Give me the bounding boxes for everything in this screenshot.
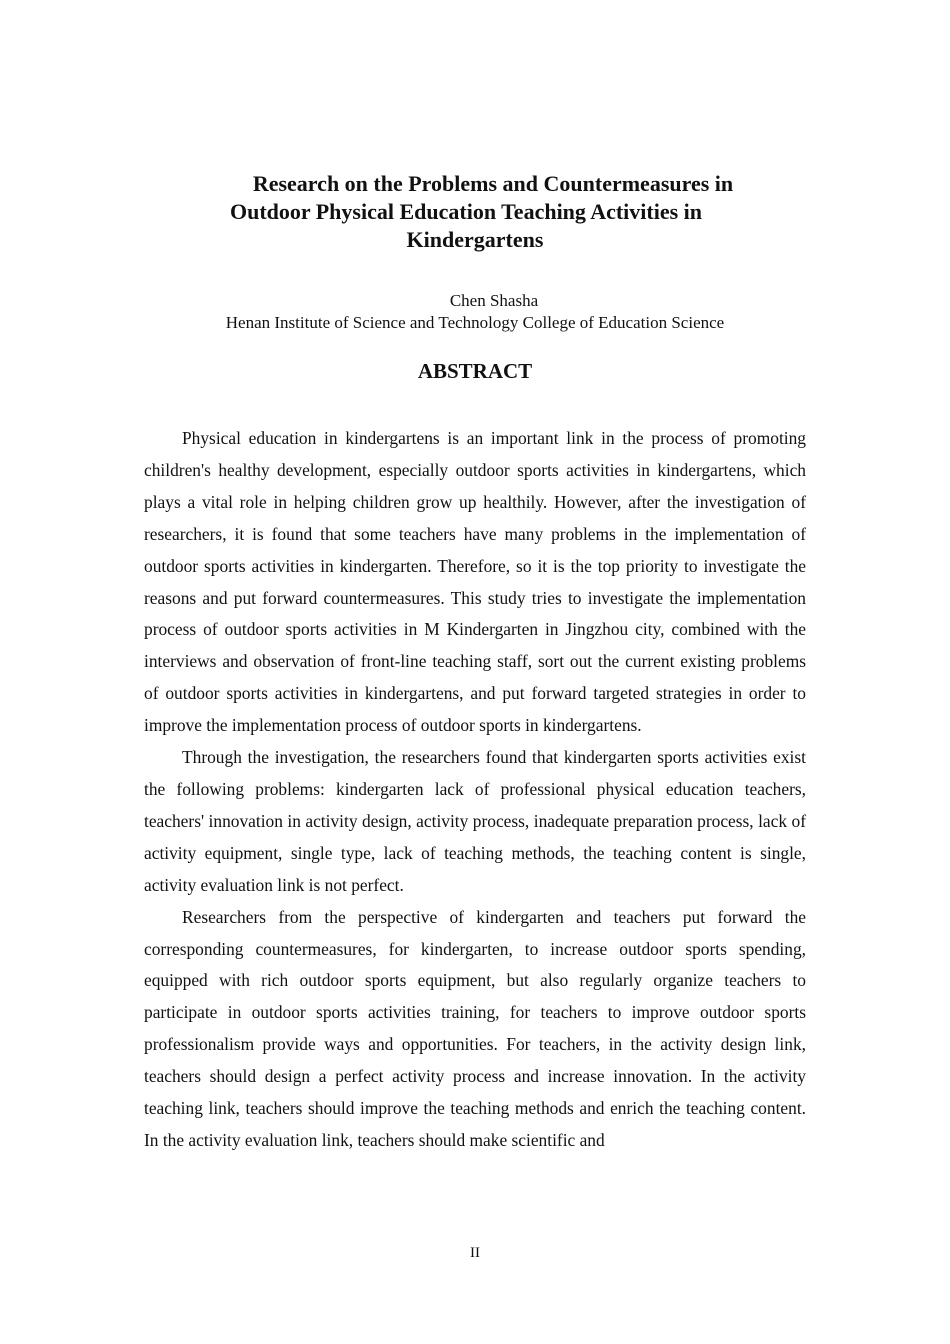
title-line-3: Kindergartens [406, 227, 544, 252]
abstract-heading: ABSTRACT [417, 359, 533, 383]
title-line-2: Outdoor Physical Education Teaching Activities in [229, 199, 703, 224]
abstract-paragraph: Through the investigation, the researchers found that kindergarten sports activities exist the following problems: kindergarten lack of professional physical education teachers, teachers' innovation in activity design, activity process, inadequate preparation process, lack of activity equipment, single type, lack of teaching methods, the teaching content is single, activity evaluation link is not perfect. [144, 747, 806, 895]
abstract-body [144, 423, 806, 1157]
author-name: Chen Shasha [449, 291, 539, 310]
title-line-1: Research on the Problems and Countermeasures in [252, 171, 734, 196]
abstract-paragraph: Physical education in kindergartens is an important link in the process of promoting children's healthy development, especially outdoor sports activities in kindergartens, which plays a vital role in helping children grow up healthily. However, after the investigation of researchers, it is found that some teachers have many problems in the implementation of outdoor sports activities in kindergarten. Therefore, so it is the top priority to investigate the reasons and put forward countermeasures. This study tries to investigate the implementation process of outdoor sports activities in M Kindergarten in Jingzhou city, combined with the interviews and observation of front-line teaching staff, sort out the current existing problems of outdoor sports activities in kindergartens, and put forward targeted strategies in order to improve the implementation process of outdoor sports in kindergartens. [144, 428, 806, 736]
abstract-paragraph: Researchers from the perspective of kindergarten and teachers put forward the corresponding countermeasures, for kindergarten, to increase outdoor sports spending, equipped with rich outdoor sports equipment, but also regularly organize teachers to participate in outdoor sports activities training, for teachers to improve outdoor sports professionalism provide ways and opportunities. For teachers, in the activity design link, teachers should design a perfect activity process and increase innovation. In the activity teaching link, teachers should improve the teaching methods and enrich the teaching content. In the activity evaluation link, teachers should make scientific and [144, 906, 806, 1150]
page-number: II [470, 1245, 480, 1261]
author-affiliation: Henan Institute of Science and Technology College of Education Science [225, 313, 725, 332]
paper-title [144, 170, 806, 254]
